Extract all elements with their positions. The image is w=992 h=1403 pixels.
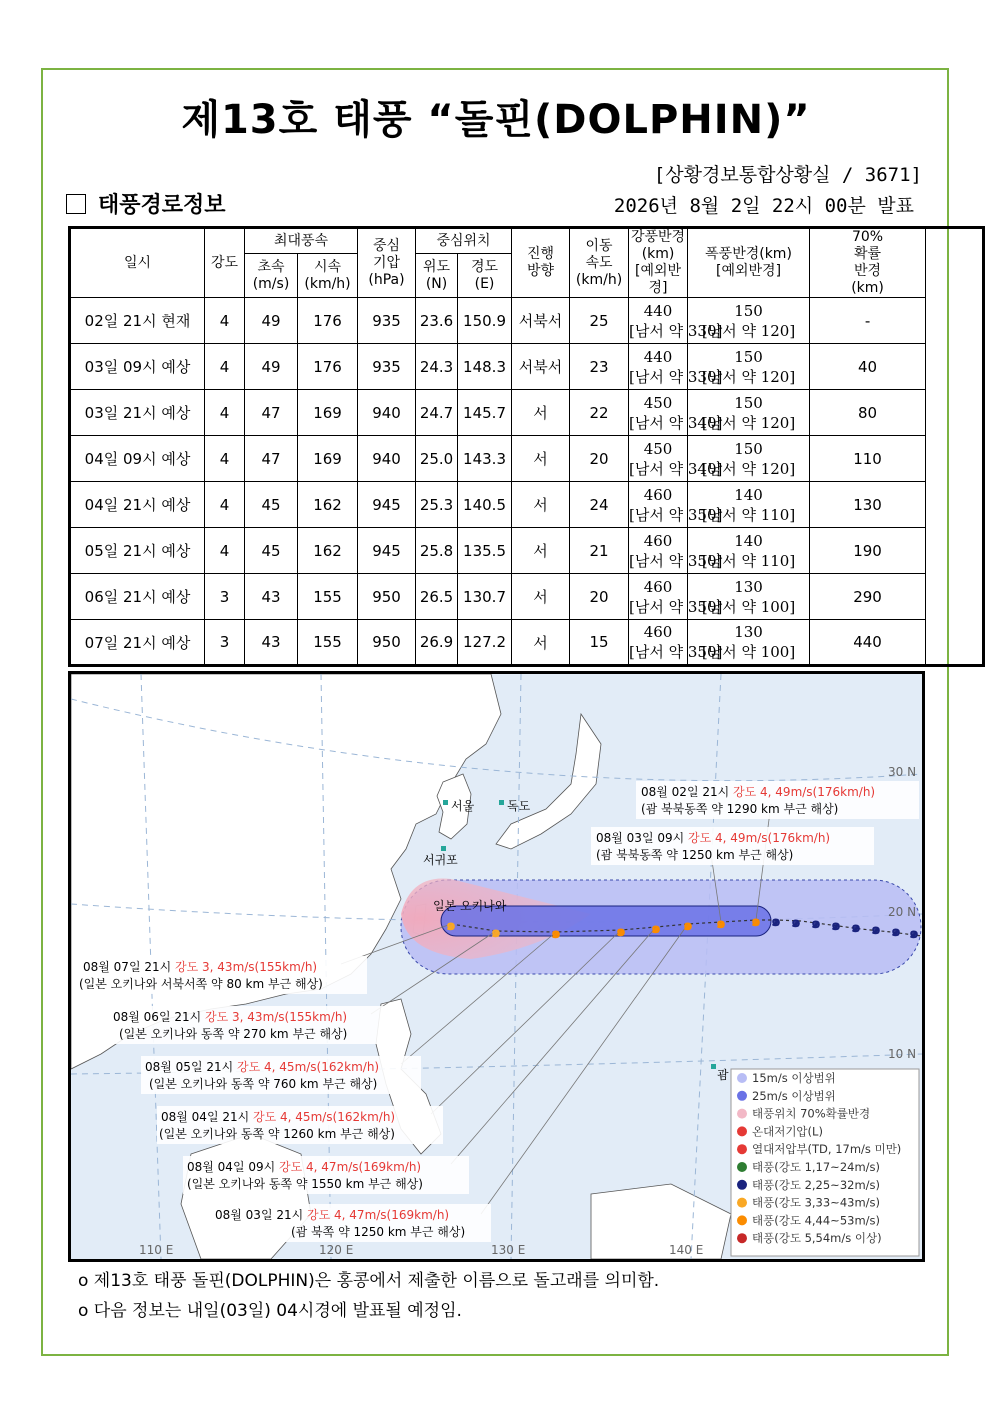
- cell-storm-radius: [629, 620, 723, 666]
- cell-wind-ms: 49: [245, 344, 298, 390]
- issued-time: 2026년 8월 2일 22시 00분 발표: [613, 195, 914, 217]
- cell-speed: 15: [570, 620, 629, 666]
- typhoon-icon: ๑: [682, 915, 694, 934]
- legend-label: 태풍(강도 3,33~43m/s): [752, 1195, 881, 1210]
- cell-storm-radius: [629, 344, 723, 390]
- radius-value: 450: [643, 439, 673, 458]
- cell-pressure: 940: [358, 390, 416, 436]
- cell-direction: 서: [512, 390, 570, 436]
- cell-wind-ms: 45: [245, 528, 298, 574]
- cell-storm-radius: [629, 482, 723, 528]
- legend-label: 열대저압부(TD, 17m/s 미만): [752, 1142, 902, 1157]
- lat-label: 20 N: [888, 905, 917, 919]
- radius-exception: [남서 약 350]: [629, 643, 723, 661]
- radius-exception: [남서 약 350]: [629, 505, 723, 524]
- lat-label: 30 N: [888, 765, 917, 779]
- typhoon-icon: ๑: [750, 911, 762, 930]
- label-okinawa: 일본 오키나와: [433, 899, 507, 913]
- cell-intensity: 4: [205, 436, 245, 482]
- cell-gale-radius: [688, 390, 810, 436]
- legend-swatch: [737, 1126, 747, 1136]
- radius-value: 460: [643, 577, 673, 596]
- svg-text:08월 04일 09시 강도 4, 47m/s(169km/: 08월 04일 09시 강도 4, 47m/s(169km/h): [187, 1160, 422, 1174]
- header-pressure: 중심 기압 (hPa): [358, 228, 416, 298]
- cell-wind-ms: 49: [245, 298, 298, 344]
- radius-value: 150: [734, 347, 763, 366]
- typhoon-icon: ๑: [908, 923, 920, 942]
- table-row: [70, 298, 984, 344]
- lon-label: 120 E: [319, 1243, 354, 1257]
- cell-direction: 서: [512, 482, 570, 528]
- track-table: [68, 226, 985, 667]
- cell-prob-radius: 290: [810, 574, 926, 620]
- cell-lat: 24.3: [416, 344, 458, 390]
- cell-lon: 143.3: [458, 436, 512, 482]
- radius-value: 440: [643, 347, 673, 366]
- lon-label: 140 E: [669, 1243, 704, 1257]
- legend-swatch: [737, 1091, 747, 1101]
- header-lon: 경도 (E): [458, 254, 512, 298]
- cell-intensity: 3: [205, 620, 245, 666]
- legend-label: 태풍위치 70%확률반경: [752, 1106, 871, 1121]
- radius-exception: [남서 약 330]: [629, 367, 723, 386]
- cell-prob-radius: 190: [810, 528, 926, 574]
- cell-wind-ms: 45: [245, 482, 298, 528]
- radius-value: 150: [734, 393, 763, 412]
- cell-wind-ms: 47: [245, 436, 298, 482]
- cell-time: 05일 21시 예상: [70, 528, 205, 574]
- legend-label: 15m/s 이상범위: [752, 1071, 836, 1085]
- lon-label: 130 E: [491, 1243, 526, 1257]
- cell-wind-ms: 43: [245, 620, 298, 666]
- svg-text:(일본 오키나와 동쪽 약 270 km 부근 해상): (일본 오키나와 동쪽 약 270 km 부근 해상): [119, 1027, 348, 1041]
- cell-prob-radius: 440: [810, 620, 926, 666]
- svg-text:(괌 북쪽 약 1250 km 부근 해상): (괌 북쪽 약 1250 km 부근 해상): [291, 1225, 466, 1239]
- legend-label: 태풍(강도 4,44~53m/s): [752, 1213, 881, 1228]
- cell-prob-radius: 110: [810, 436, 926, 482]
- header-lat: 위도 (N): [416, 254, 458, 298]
- table-row: [70, 344, 984, 390]
- cell-time: 07일 21시 예상: [70, 620, 205, 666]
- track-map-svg: [71, 674, 922, 1259]
- table-row: [70, 528, 984, 574]
- notes: [78, 1266, 659, 1326]
- section-heading: [66, 188, 226, 219]
- lat-label: 10 N: [888, 1047, 917, 1061]
- radius-value: 130: [734, 577, 763, 596]
- header-wind-kmh: 시속 (km/h): [298, 254, 358, 298]
- cell-intensity: 4: [205, 528, 245, 574]
- svg-text:08월 03일 09시 강도 4, 49m/s(176km/: 08월 03일 09시 강도 4, 49m/s(176km/h): [596, 831, 831, 845]
- table-row: [70, 482, 984, 528]
- svg-text:08월 06일 21시 강도 3, 43m/s(155km/: 08월 06일 21시 강도 3, 43m/s(155km/h): [113, 1010, 348, 1024]
- header-gale-radius: 폭풍반경(km) [예외반경]: [688, 228, 810, 298]
- cell-lat: 25.3: [416, 482, 458, 528]
- typhoon-icon: ๑: [715, 913, 727, 932]
- cell-wind-ms: 43: [245, 574, 298, 620]
- cell-lat: 26.5: [416, 574, 458, 620]
- header-direction: 진행 방향: [512, 228, 570, 298]
- typhoon-icon: ๑: [810, 913, 822, 932]
- cell-gale-radius: [688, 620, 810, 666]
- table-row: [70, 436, 984, 482]
- radius-exception: [남서 약 350]: [629, 551, 723, 570]
- legend-swatch: [737, 1073, 747, 1083]
- cell-lon: 127.2: [458, 620, 512, 666]
- cell-direction: 서북서: [512, 344, 570, 390]
- typhoon-icon: ๑: [445, 915, 457, 934]
- svg-text:08월 07일 21시 강도 3, 43m/s(155km/: 08월 07일 21시 강도 3, 43m/s(155km/h): [83, 960, 318, 974]
- callout-0803-09: [591, 827, 874, 865]
- cell-storm-radius: [629, 390, 723, 436]
- cell-gale-radius: [688, 482, 810, 528]
- note-next-bulletin: o 다음 정보는 내일(03일) 04시경에 발표될 예정임.: [78, 1301, 462, 1321]
- cell-pressure: 940: [358, 436, 416, 482]
- map-legend: [731, 1069, 919, 1256]
- cell-lon: 148.3: [458, 344, 512, 390]
- radius-value: 460: [643, 623, 673, 641]
- radius-value: 140: [734, 531, 763, 550]
- radius-exception: [남서 약 350]: [629, 597, 723, 616]
- svg-text:(일본 오키나와 동쪽 약 1260 km 부근 해상): (일본 오키나와 동쪽 약 1260 km 부근 해상): [159, 1127, 395, 1141]
- cell-intensity: 4: [205, 298, 245, 344]
- svg-text:(일본 오키나와 서북서쪽 약 80 km 부근 해상): (일본 오키나와 서북서쪽 약 80 km 부근 해상): [79, 977, 323, 991]
- legend-swatch: [737, 1180, 747, 1190]
- legend-label: 온대저기압(L): [752, 1124, 823, 1139]
- cell-wind-kmh: 169: [298, 436, 358, 482]
- cell-speed: 24: [570, 482, 629, 528]
- track-map: [68, 671, 925, 1262]
- radius-value: 450: [643, 393, 673, 412]
- cell-lon: 135.5: [458, 528, 512, 574]
- cell-wind-kmh: 169: [298, 390, 358, 436]
- header-prob-radius: 70% 확률 반경 (km): [810, 228, 926, 298]
- label-guam: 괌: [717, 1068, 729, 1082]
- radius-exception: [남서 약 110]: [701, 551, 796, 570]
- radius-value: 130: [734, 623, 763, 641]
- header-intensity: 강도: [205, 228, 245, 298]
- callout-0804-21: [157, 1106, 443, 1144]
- table-row: [70, 620, 984, 666]
- cell-pressure: 935: [358, 344, 416, 390]
- cell-time: 03일 09시 예상: [70, 344, 205, 390]
- cell-direction: 서: [512, 574, 570, 620]
- typhoon-icon: ๑: [650, 918, 662, 937]
- cell-wind-ms: 47: [245, 390, 298, 436]
- cell-lat: 25.0: [416, 436, 458, 482]
- table-row: [70, 390, 984, 436]
- cell-direction: 서: [512, 528, 570, 574]
- typhoon-icon: ๑: [770, 911, 782, 930]
- radius-value: 460: [643, 531, 673, 550]
- radius-exception: [남서 약 100]: [701, 643, 796, 661]
- cell-pressure: 935: [358, 298, 416, 344]
- cell-intensity: 4: [205, 344, 245, 390]
- cell-prob-radius: 130: [810, 482, 926, 528]
- cell-pressure: 945: [358, 482, 416, 528]
- typhoon-icon: ๑: [850, 917, 862, 936]
- legend-label: 25m/s 이상범위: [752, 1088, 836, 1103]
- legend-swatch: [737, 1233, 747, 1243]
- svg-text:(괌 북북동쪽 약 1250 km 부근 해상): (괌 북북동쪽 약 1250 km 부근 해상): [596, 848, 794, 862]
- callout-0805-21: [141, 1056, 421, 1094]
- cell-wind-kmh: 155: [298, 620, 358, 666]
- cell-time: 04일 09시 예상: [70, 436, 205, 482]
- cell-speed: 23: [570, 344, 629, 390]
- cell-lon: 140.5: [458, 482, 512, 528]
- cell-pressure: 945: [358, 528, 416, 574]
- svg-text:08월 05일 21시 강도 4, 45m/s(162km/: 08월 05일 21시 강도 4, 45m/s(162km/h): [145, 1060, 380, 1074]
- svg-text:(일본 오키나와 동쪽 약 1550 km 부근 해상): (일본 오키나와 동쪽 약 1550 km 부근 해상): [187, 1177, 423, 1191]
- svg-text:08월 02일 21시 강도 4, 49m/s(176km/: 08월 02일 21시 강도 4, 49m/s(176km/h): [641, 785, 876, 799]
- radius-exception: [남서 약 340]: [629, 459, 723, 478]
- radius-exception: [남서 약 330]: [629, 321, 723, 340]
- label-dokdo: 독도: [507, 799, 531, 813]
- radius-exception: [남서 약 120]: [701, 413, 796, 432]
- radius-exception: [남서 약 120]: [701, 459, 796, 478]
- cell-lat: 25.8: [416, 528, 458, 574]
- header-storm-radius: 강풍반경(km) [예외반경]: [629, 228, 688, 298]
- callout-0806-21: [109, 1006, 391, 1044]
- cell-intensity: 4: [205, 390, 245, 436]
- svg-text:08월 03일 21시 강도 4, 47m/s(169km/: 08월 03일 21시 강도 4, 47m/s(169km/h): [215, 1208, 450, 1222]
- header-wind-ms: 초속 (m/s): [245, 254, 298, 298]
- radius-exception: [남서 약 120]: [701, 321, 796, 340]
- cell-speed: 20: [570, 436, 629, 482]
- cell-time: 06일 21시 예상: [70, 574, 205, 620]
- legend-swatch: [737, 1109, 747, 1119]
- header-center-position: 중심위치: [416, 228, 512, 254]
- source-office: [상황경보통합상황실 / 3671]: [653, 164, 922, 186]
- legend-label: 태풍(강도 5,54m/s 이상): [752, 1231, 882, 1246]
- cell-time: 03일 21시 예상: [70, 390, 205, 436]
- section-title: 태풍경로정보: [98, 193, 226, 218]
- header-max-wind: 최대풍속: [245, 228, 358, 254]
- typhoon-icon: ๑: [550, 923, 562, 942]
- cell-speed: 25: [570, 298, 629, 344]
- note-name-meaning: o 제13호 태풍 돌핀(DOLPHIN)은 홍콩에서 제출한 이름으로 돌고래를 의미함.: [78, 1271, 660, 1291]
- header-speed: 이동 속도 (km/h): [570, 228, 629, 298]
- typhoon-icon: ๑: [615, 921, 627, 940]
- callout-0804-09: [183, 1156, 469, 1194]
- table-row: [70, 574, 984, 620]
- radius-value: 150: [734, 439, 763, 458]
- cell-speed: 22: [570, 390, 629, 436]
- lon-label: 110 E: [139, 1243, 174, 1257]
- typhoon-icon: ๑: [490, 922, 502, 941]
- cell-wind-kmh: 162: [298, 528, 358, 574]
- label-seoul: 서울: [451, 799, 475, 813]
- cell-prob-radius: 80: [810, 390, 926, 436]
- label-seogwipo: 서귀포: [423, 853, 458, 867]
- page-title: 제13호 태풍 “돌핀(DOLPHIN)”: [181, 97, 811, 143]
- svg-text:08월 04일 21시 강도 4, 45m/s(162km/: 08월 04일 21시 강도 4, 45m/s(162km/h): [161, 1110, 396, 1124]
- radius-exception: [남서 약 100]: [701, 597, 796, 616]
- cell-prob-radius: 40: [810, 344, 926, 390]
- typhoon-icon: ๑: [890, 921, 902, 940]
- cell-intensity: 4: [205, 482, 245, 528]
- cell-gale-radius: [688, 344, 810, 390]
- cell-gale-radius: [688, 436, 810, 482]
- cell-pressure: 950: [358, 620, 416, 666]
- cell-direction: 서북서: [512, 298, 570, 344]
- svg-text:(일본 오키나와 동쪽 약 760 km 부근 해상): (일본 오키나와 동쪽 약 760 km 부근 해상): [149, 1077, 378, 1091]
- cell-intensity: 3: [205, 574, 245, 620]
- cell-storm-radius: [629, 528, 723, 574]
- cell-storm-radius: [629, 574, 723, 620]
- cell-time: 02일 21시 현재: [70, 298, 205, 344]
- svg-text:(괌 북북동쪽 약 1290 km 부근 해상): (괌 북북동쪽 약 1290 km 부근 해상): [641, 802, 839, 816]
- cell-speed: 20: [570, 574, 629, 620]
- cell-wind-kmh: 162: [298, 482, 358, 528]
- cell-lat: 26.9: [416, 620, 458, 666]
- cell-lat: 24.7: [416, 390, 458, 436]
- legend-swatch: [737, 1162, 747, 1172]
- cell-gale-radius: [688, 574, 810, 620]
- legend-label: 태풍(강도 2,25~32m/s): [752, 1177, 881, 1192]
- callout-0807-21: [79, 956, 367, 994]
- cell-pressure: 950: [358, 574, 416, 620]
- legend-swatch: [737, 1215, 747, 1225]
- typhoon-icon: ๑: [870, 919, 882, 938]
- radius-exception: [남서 약 110]: [701, 505, 796, 524]
- track-table-body: [70, 298, 984, 666]
- cell-wind-kmh: 155: [298, 574, 358, 620]
- radius-value: 140: [734, 485, 763, 504]
- cell-time: 04일 21시 예상: [70, 482, 205, 528]
- cell-speed: 21: [570, 528, 629, 574]
- cell-direction: 서: [512, 436, 570, 482]
- header-datetime: 일시: [70, 228, 205, 298]
- cell-direction: 서: [512, 620, 570, 666]
- legend-label: 태풍(강도 1,17~24m/s): [752, 1160, 881, 1174]
- radius-exception: [남서 약 120]: [701, 367, 796, 386]
- cell-storm-radius: [629, 298, 723, 344]
- typhoon-icon: ๑: [790, 912, 802, 931]
- cell-storm-radius: [629, 436, 723, 482]
- cell-lon: 130.7: [458, 574, 512, 620]
- cell-lat: 23.6: [416, 298, 458, 344]
- checkbox-icon: [66, 194, 86, 214]
- cell-lon: 150.9: [458, 298, 512, 344]
- callout-0803-21: [211, 1204, 491, 1242]
- callout-0802-21: [636, 781, 919, 819]
- typhoon-icon: ๑: [830, 915, 842, 934]
- cell-wind-kmh: 176: [298, 298, 358, 344]
- radius-value: 150: [734, 301, 763, 320]
- cell-gale-radius: [688, 528, 810, 574]
- radius-value: 440: [643, 301, 673, 320]
- cell-lon: 145.7: [458, 390, 512, 436]
- cell-wind-kmh: 176: [298, 344, 358, 390]
- cell-prob-radius: -: [810, 298, 926, 344]
- legend-swatch: [737, 1198, 747, 1208]
- cell-gale-radius: [688, 298, 810, 344]
- radius-value: 460: [643, 485, 673, 504]
- legend-swatch: [737, 1144, 747, 1154]
- radius-exception: [남서 약 340]: [629, 413, 723, 432]
